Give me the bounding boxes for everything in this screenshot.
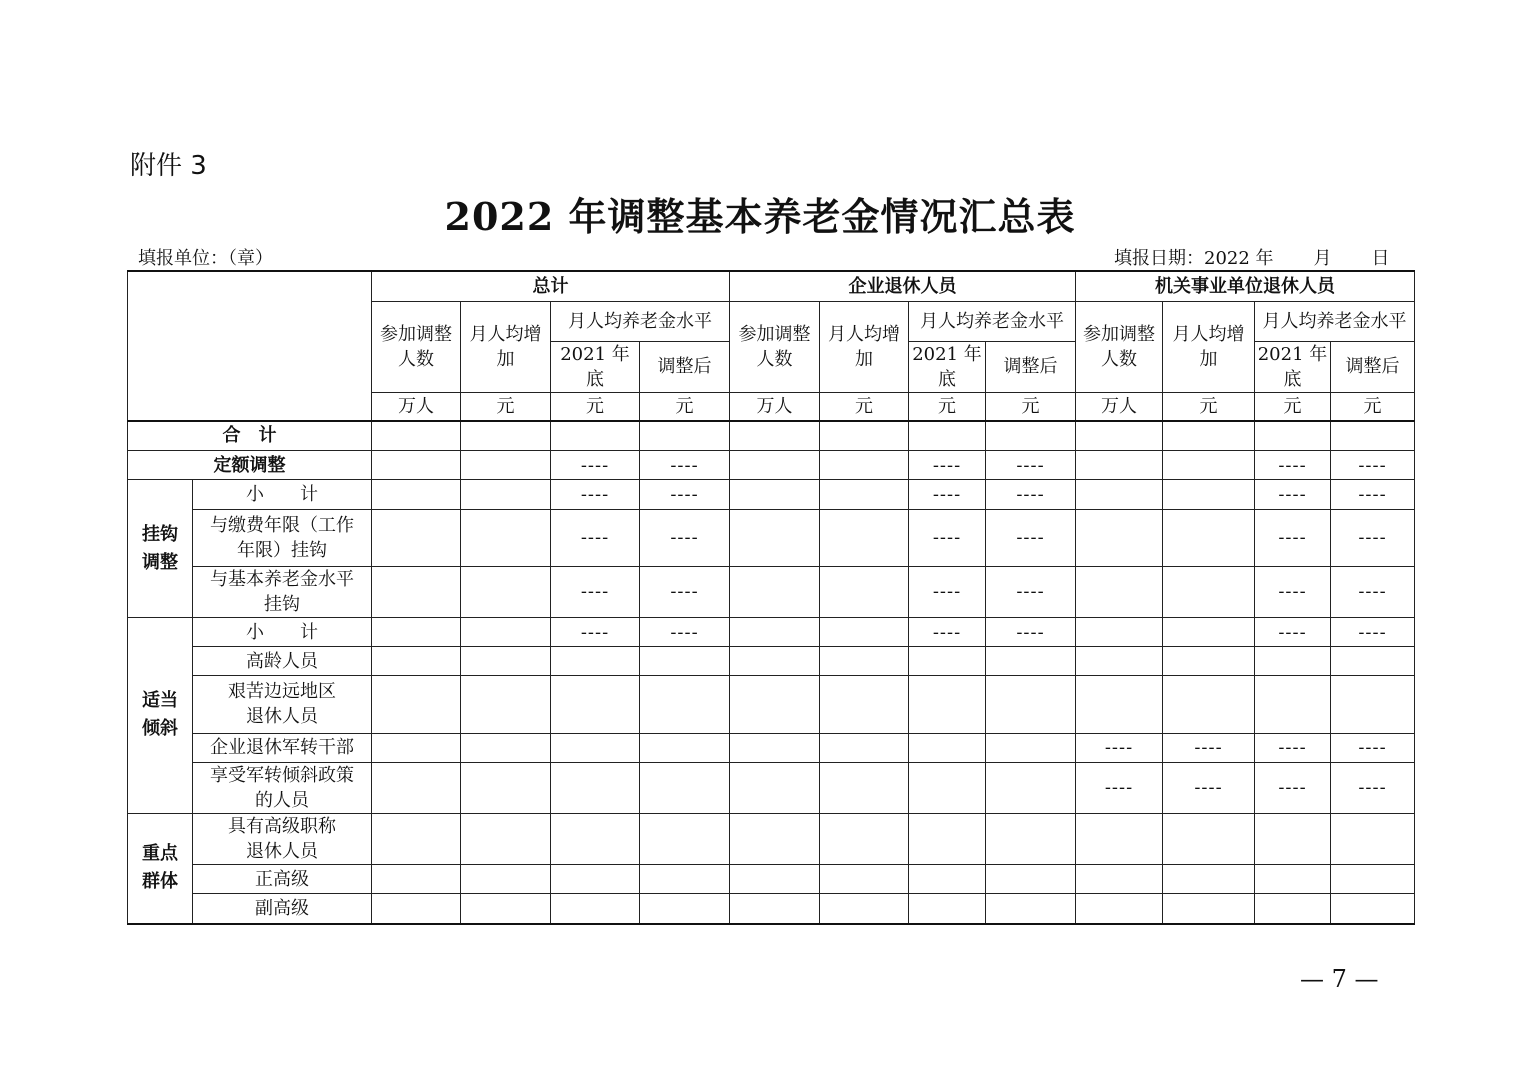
- header-monthly-increase: 月人均增加: [820, 301, 909, 392]
- dash-cell: ----: [1331, 480, 1415, 509]
- dash-cell: ----: [986, 509, 1076, 566]
- table-row: [128, 647, 1415, 676]
- category-tilt: 适当倾斜: [128, 618, 193, 814]
- unit-cell: 万人: [372, 393, 461, 421]
- fill-date-day: 日: [1371, 248, 1390, 269]
- dash-cell: ----: [1076, 762, 1163, 813]
- fill-unit-label: 填报单位：（章）: [138, 248, 273, 269]
- group-header-total: 总计: [372, 271, 730, 301]
- unit-cell: 元: [820, 393, 909, 421]
- header-participants: 参加调整人数: [372, 301, 461, 392]
- header-participants: 参加调整人数: [730, 301, 820, 392]
- row-label-elderly: 高龄人员: [193, 647, 372, 676]
- unit-cell: 万人: [1076, 393, 1163, 421]
- dash-cell: ----: [1331, 762, 1415, 813]
- header-corner: [128, 271, 372, 421]
- row-label-subtotal: 小 计: [193, 618, 372, 647]
- dash-cell: ----: [1255, 509, 1331, 566]
- header-level: 月人均养老金水平: [909, 301, 1076, 341]
- row-label-remote: 艰苦边远地区退休人员: [193, 676, 372, 733]
- dash-cell: ----: [640, 509, 730, 566]
- table-row: [128, 762, 1415, 813]
- dash-cell: ----: [551, 480, 640, 509]
- dash-cell: ----: [1255, 733, 1331, 762]
- dash-cell: ----: [986, 618, 1076, 647]
- table-row: [128, 451, 1415, 480]
- dash-cell: ----: [1331, 618, 1415, 647]
- dash-cell: ----: [640, 451, 730, 480]
- fill-date-month: 月: [1313, 248, 1332, 269]
- category-key-group: 重点群体: [128, 813, 193, 924]
- unit-cell: 元: [909, 393, 986, 421]
- dash-cell: ----: [1076, 733, 1163, 762]
- dash-cell: ----: [1255, 480, 1331, 509]
- row-label-deputy-senior: 副高级: [193, 894, 372, 924]
- dash-cell: ----: [1331, 451, 1415, 480]
- fill-date-label: [1114, 244, 1390, 270]
- dash-cell: ----: [1163, 762, 1255, 813]
- unit-cell: 元: [1163, 393, 1255, 421]
- attachment-label: 附件 3: [130, 151, 207, 181]
- table-row: [128, 894, 1415, 924]
- category-linked: 挂钩调整: [128, 480, 193, 618]
- row-label-fixed: 定额调整: [128, 451, 372, 480]
- header-monthly-increase: 月人均增加: [1163, 301, 1255, 392]
- unit-cell: 元: [640, 393, 730, 421]
- dash-cell: ----: [1255, 762, 1331, 813]
- dash-cell: ----: [1331, 566, 1415, 617]
- unit-cell: 元: [986, 393, 1076, 421]
- header-after: 调整后: [1331, 341, 1415, 392]
- dash-cell: ----: [1331, 509, 1415, 566]
- dash-cell: ----: [1163, 733, 1255, 762]
- dash-cell: ----: [909, 451, 986, 480]
- dash-cell: ----: [1255, 566, 1331, 617]
- row-label-subtotal: 小 计: [193, 480, 372, 509]
- table-row: [128, 813, 1415, 864]
- dash-cell: ----: [640, 618, 730, 647]
- pension-summary-table: [127, 270, 1415, 925]
- row-label-military-policy: 享受军转倾斜政策的人员: [193, 762, 372, 813]
- unit-cell: 元: [1331, 393, 1415, 421]
- header-before: 2021 年底: [1255, 341, 1331, 392]
- header-monthly-increase: 月人均增加: [461, 301, 551, 392]
- dash-cell: ----: [551, 509, 640, 566]
- dash-cell: ----: [986, 451, 1076, 480]
- row-label-senior-title: 具有高级职称退休人员: [193, 813, 372, 864]
- table-row: [128, 566, 1415, 617]
- page-title: 2022 年调整基本养老金情况汇总表: [444, 194, 1076, 239]
- table-row: [128, 480, 1415, 509]
- dash-cell: ----: [551, 451, 640, 480]
- page-number: — 7 —: [1300, 965, 1379, 993]
- unit-cell: 元: [551, 393, 640, 421]
- dash-cell: ----: [640, 566, 730, 617]
- header-before: 2021 年底: [909, 341, 986, 392]
- dash-cell: ----: [909, 566, 986, 617]
- table-row: [128, 421, 1415, 451]
- row-label-linked-years: 与缴费年限（工作年限）挂钩: [193, 509, 372, 566]
- row-label-military: 企业退休军转干部: [193, 733, 372, 762]
- header-level: 月人均养老金水平: [551, 301, 730, 341]
- row-label-linked-level: 与基本养老金水平挂钩: [193, 566, 372, 617]
- unit-cell: 万人: [730, 393, 820, 421]
- dash-cell: ----: [1255, 451, 1331, 480]
- dash-cell: ----: [986, 480, 1076, 509]
- dash-cell: ----: [551, 618, 640, 647]
- row-label-total: 合 计: [128, 421, 372, 451]
- group-header-enterprise: 企业退休人员: [730, 271, 1076, 301]
- header-after: 调整后: [640, 341, 730, 392]
- table-row: [128, 733, 1415, 762]
- dash-cell: ----: [640, 480, 730, 509]
- unit-cell: 元: [461, 393, 551, 421]
- table-row: [128, 509, 1415, 566]
- dash-cell: ----: [909, 480, 986, 509]
- table-row: [128, 865, 1415, 894]
- table-row: [128, 618, 1415, 647]
- group-header-institution: 机关事业单位退休人员: [1076, 271, 1415, 301]
- dash-cell: ----: [1331, 733, 1415, 762]
- dash-cell: ----: [909, 509, 986, 566]
- table-row: [128, 676, 1415, 733]
- row-label-full-senior: 正高级: [193, 865, 372, 894]
- dash-cell: ----: [986, 566, 1076, 617]
- header-participants: 参加调整人数: [1076, 301, 1163, 392]
- dash-cell: ----: [909, 618, 986, 647]
- header-before: 2021 年底: [551, 341, 640, 392]
- header-after: 调整后: [986, 341, 1076, 392]
- dash-cell: ----: [551, 566, 640, 617]
- header-level: 月人均养老金水平: [1255, 301, 1415, 341]
- unit-cell: 元: [1255, 393, 1331, 421]
- dash-cell: ----: [1255, 618, 1331, 647]
- fill-date-year: 填报日期：2022 年: [1114, 248, 1274, 269]
